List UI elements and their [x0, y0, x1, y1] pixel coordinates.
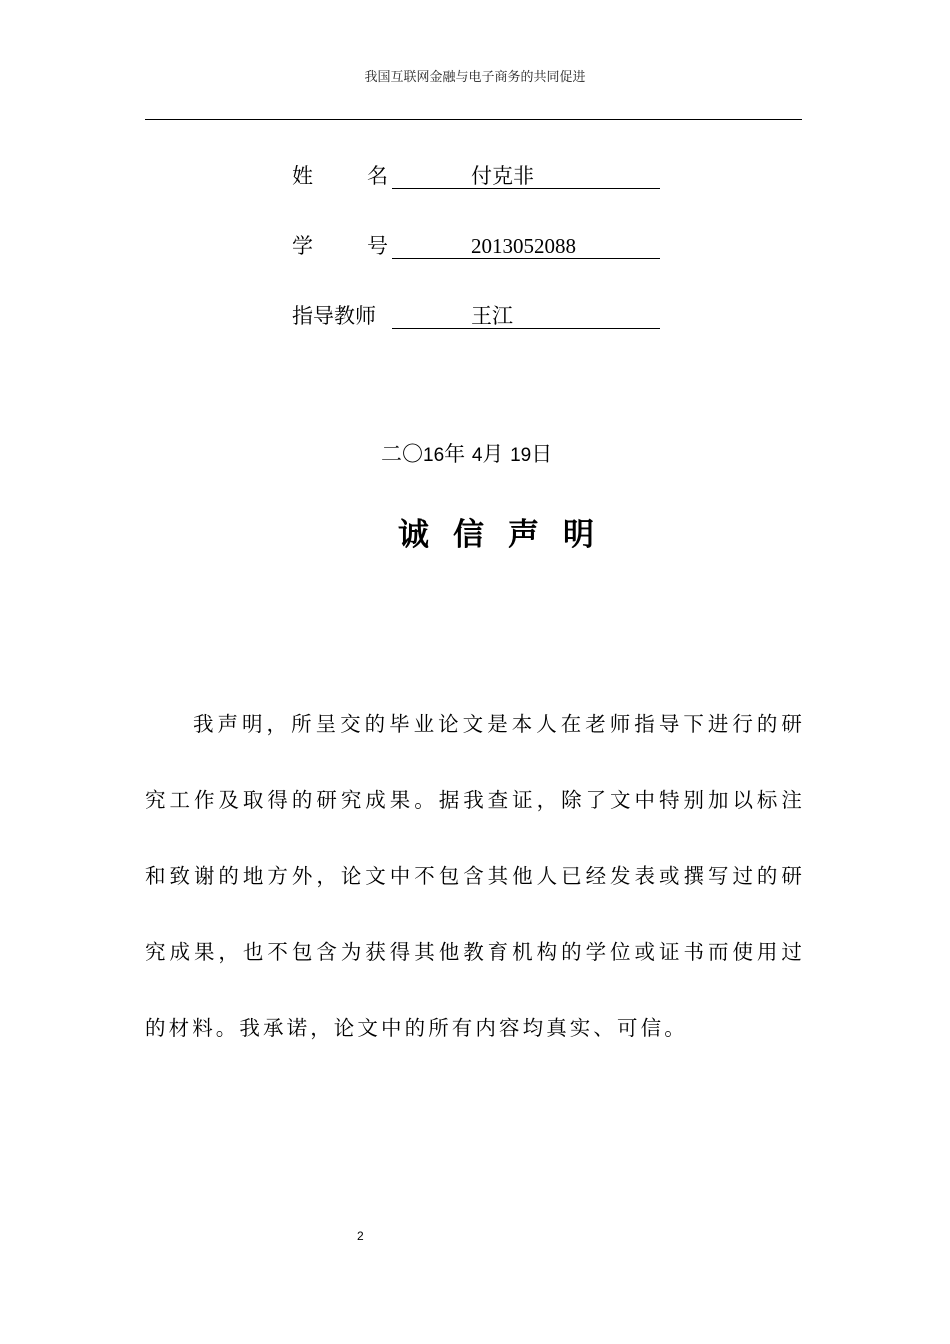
student-name-label: [292, 162, 388, 190]
submission-date: [381, 440, 552, 470]
student-name-label-char-1: 姓: [292, 164, 313, 188]
date-year-char: 年: [444, 442, 466, 466]
student-name-value: 付克非: [471, 164, 534, 188]
advisor-label-wrap: [292, 302, 388, 330]
date-year-suffix: 16: [423, 445, 445, 466]
student-id-label-char-2: 号: [367, 234, 388, 258]
student-id-label-char-1: 学: [292, 234, 313, 258]
date-month: 4: [471, 445, 483, 466]
student-name-label-char-2: 名: [367, 164, 388, 188]
date-month-char: 月: [482, 442, 504, 466]
date-year-prefix: 二〇: [381, 442, 423, 466]
student-name-field: [392, 162, 660, 189]
declaration-title: 诚信声明: [398, 517, 618, 553]
advisor-label: 指导教师: [292, 304, 376, 328]
date-day: 19: [510, 445, 532, 466]
date-day-char: 日: [531, 442, 553, 466]
advisor-field: [392, 302, 660, 329]
running-header: 我国互联网金融与电子商务的共同促进: [364, 70, 586, 85]
page-number: 2: [357, 1229, 364, 1243]
header-rule: [145, 119, 802, 120]
student-id-field: [392, 232, 660, 259]
declaration-body: 我声明，所呈交的毕业论文是本人在老师指导下进行的研究工作及取得的研究成果。据我查证，除了文中特别加以标注和致谢的地方外，论文中不包含其他人已经发表或撰写过的研究成果，也不包含为获得其他教育机构的学位或证书而使用过的材料。我承诺，论文中的所有内容均真实、可信。: [145, 712, 805, 1040]
student-id-value: 2013052088: [471, 234, 576, 258]
student-id-label: [292, 232, 388, 260]
advisor-value: 王江: [471, 304, 513, 328]
